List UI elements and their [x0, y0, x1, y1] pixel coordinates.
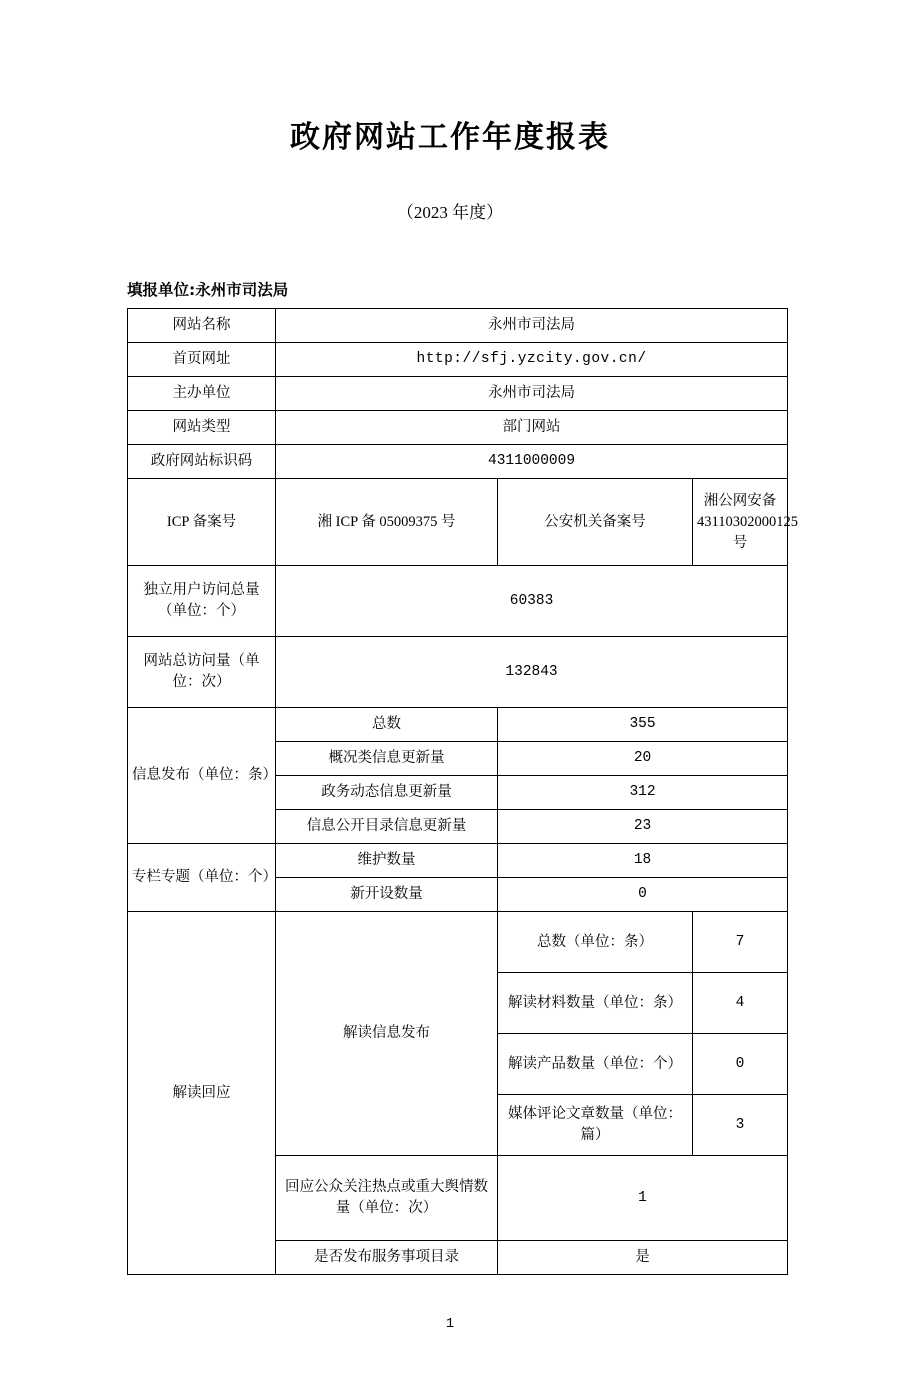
media-comment-value: 3 — [693, 1095, 788, 1156]
document-page — [0, 112, 900, 1384]
new-count-value: 0 — [498, 878, 788, 912]
service-catalog-label: 是否发布服务事项目录 — [276, 1241, 498, 1275]
media-comment-label: 媒体评论文章数量（单位：篇） — [498, 1095, 693, 1156]
table-row — [128, 377, 788, 411]
police-record-label: 公安机关备案号 — [498, 479, 693, 566]
maintain-count-label: 维护数量 — [276, 844, 498, 878]
table-row — [128, 844, 788, 878]
interpret-total-value: 7 — [693, 912, 788, 973]
catalog-update-label: 信息公开目录信息更新量 — [276, 810, 498, 844]
info-publish-total-label: 总数 — [276, 708, 498, 742]
interpret-product-label: 解读产品数量（单位：个） — [498, 1034, 693, 1095]
hotspot-response-label: 回应公众关注热点或重大舆情数量（单位：次） — [276, 1156, 498, 1241]
interpret-response-label: 解读回应 — [128, 912, 276, 1275]
overview-update-value: 20 — [498, 742, 788, 776]
icp-value: 湘 ICP 备 05009375 号 — [276, 479, 498, 566]
table-row — [128, 708, 788, 742]
table-row — [128, 637, 788, 708]
table-row — [128, 479, 788, 566]
site-code-value: 4311000009 — [276, 445, 788, 479]
affairs-update-value: 312 — [498, 776, 788, 810]
unique-visitors-value: 60383 — [276, 566, 788, 637]
catalog-update-value: 23 — [498, 810, 788, 844]
page-number: 1 — [445, 1316, 455, 1332]
table-row — [128, 445, 788, 479]
new-count-label: 新开设数量 — [276, 878, 498, 912]
table-row — [128, 309, 788, 343]
site-name-value: 永州市司法局 — [276, 309, 788, 343]
sponsor-value: 永州市司法局 — [276, 377, 788, 411]
hotspot-response-value: 1 — [498, 1156, 788, 1241]
total-visits-value: 132843 — [276, 637, 788, 708]
affairs-update-label: 政务动态信息更新量 — [276, 776, 498, 810]
unique-visitors-label: 独立用户访问总量（单位：个） — [128, 566, 276, 637]
site-code-label: 政府网站标识码 — [128, 445, 276, 479]
interpret-material-label: 解读材料数量（单位：条） — [498, 973, 693, 1034]
interpret-publish-label: 解读信息发布 — [276, 912, 498, 1156]
home-url-value: http://sfj.yzcity.gov.cn/ — [276, 343, 788, 377]
table-row — [128, 912, 788, 973]
reporting-unit-line — [127, 278, 900, 300]
site-name-label: 网站名称 — [128, 309, 276, 343]
table-row — [128, 411, 788, 445]
annual-report-table — [127, 308, 798, 1275]
info-publish-label: 信息发布（单位：条） — [128, 708, 276, 844]
total-visits-label: 网站总访问量（单位：次） — [128, 637, 276, 708]
sponsor-label: 主办单位 — [128, 377, 276, 411]
interpret-product-value: 0 — [693, 1034, 788, 1095]
column-topic-label: 专栏专题（单位：个） — [128, 844, 276, 912]
reporting-unit-label: 填报单位: — [127, 281, 196, 299]
site-type-label: 网站类型 — [128, 411, 276, 445]
interpret-material-value: 4 — [693, 973, 788, 1034]
table-row — [128, 343, 788, 377]
overview-update-label: 概况类信息更新量 — [276, 742, 498, 776]
service-catalog-value: 是 — [498, 1241, 788, 1275]
icp-label: ICP 备案号 — [128, 479, 276, 566]
page-title: 政府网站工作年度报表 — [290, 120, 610, 155]
home-url-label: 首页网址 — [128, 343, 276, 377]
page-subtitle: （2023 年度） — [396, 203, 504, 222]
info-publish-total-value: 355 — [498, 708, 788, 742]
site-type-value: 部门网站 — [276, 411, 788, 445]
interpret-total-label: 总数（单位：条） — [498, 912, 693, 973]
maintain-count-value: 18 — [498, 844, 788, 878]
reporting-unit-value: 永州市司法局 — [195, 281, 289, 299]
table-row — [128, 566, 788, 637]
police-record-value: 湘公网安备 43110302000125 号 — [693, 479, 788, 566]
